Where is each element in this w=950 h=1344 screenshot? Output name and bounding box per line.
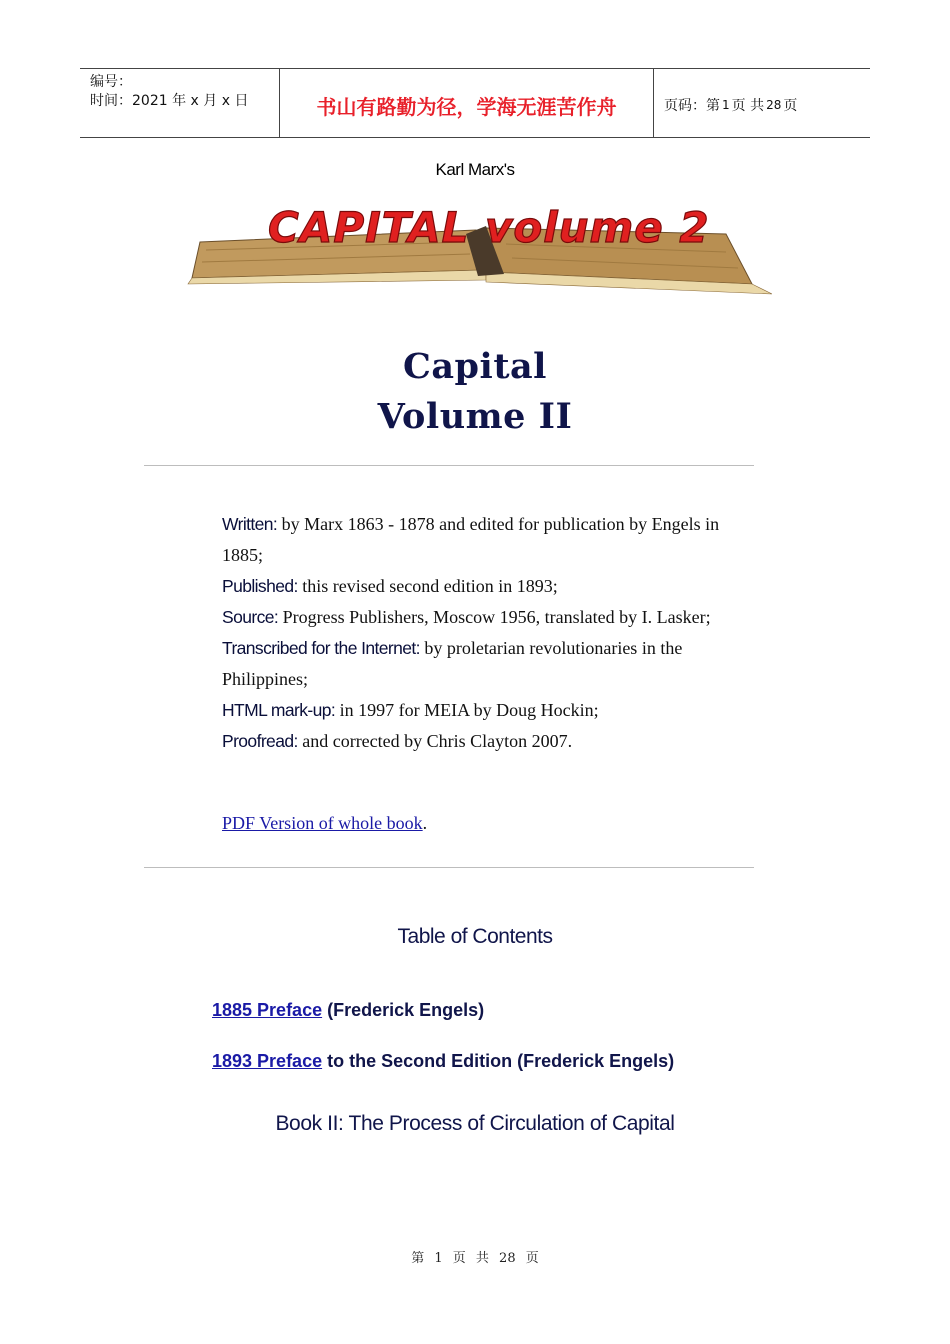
page-mid: 页 共 — [731, 98, 765, 114]
pdf-line — [222, 813, 427, 834]
info-published — [222, 571, 722, 602]
date-label: 时间：2021 年 x 月 x 日 — [90, 93, 249, 109]
toc-title: Table of Contents — [397, 925, 553, 948]
info-label: Published: — [222, 576, 298, 596]
info-markup — [222, 695, 722, 726]
info-text: in 1997 for MEIA by Doug Hockin; — [335, 700, 599, 720]
info-proofread — [222, 726, 722, 757]
pdf-period: . — [422, 813, 428, 833]
author-line: Karl Marx's — [435, 160, 515, 179]
page-suffix: 页 — [783, 98, 798, 114]
title-line-1: Capital — [403, 346, 547, 387]
info-label: HTML mark-up: — [222, 700, 336, 720]
info-written — [222, 509, 722, 571]
page-current: 1 — [722, 98, 730, 112]
info-text: by Marx 1863 - 1878 and edited for publication by Engels in 1885; — [222, 514, 720, 565]
header-meta — [80, 69, 280, 137]
page-total: 28 — [766, 98, 782, 112]
info-transcribed — [222, 633, 722, 695]
page-prefix: 页码：第 — [664, 98, 720, 114]
book-heading: Book II: The Process of Circulation of Capital — [275, 1112, 675, 1135]
info-text: this revised second edition in 1893; — [297, 576, 558, 596]
toc-item — [212, 1000, 484, 1021]
header-page-info — [654, 69, 870, 137]
banner-title: CAPITAL volume 2 — [268, 203, 710, 252]
divider-bottom — [144, 867, 754, 868]
capital-book-banner — [186, 190, 772, 296]
document-header — [80, 68, 870, 138]
number-label: 编号： — [90, 74, 132, 90]
toc-item-rest: to the Second Edition (Frederick Engels) — [322, 1051, 675, 1071]
page-footer: 第 1 页 共 28 页 — [411, 1251, 539, 1266]
info-text: by proletarian revolutionaries in the Philippines; — [222, 638, 683, 689]
toc-item — [212, 1051, 674, 1072]
info-text: and corrected by Chris Clayton 2007. — [297, 731, 573, 751]
info-label: Transcribed for the Internet: — [222, 638, 420, 658]
info-text: Progress Publishers, Moscow 1956, translated by I. Lasker; — [278, 607, 711, 627]
header-motto: 书山有路勤为径，学海无涯苦作舟 — [280, 69, 654, 137]
info-source — [222, 602, 722, 633]
info-label: Written: — [222, 514, 278, 534]
toc-item-rest: (Frederick Engels) — [322, 1000, 485, 1020]
divider-top — [144, 465, 754, 466]
info-label: Proofread: — [222, 731, 298, 751]
pdf-link[interactable]: PDF Version of whole book — [222, 813, 423, 833]
info-label: Source: — [222, 607, 279, 627]
toc-link-1893-preface[interactable]: 1893 Preface — [212, 1051, 323, 1071]
title-line-2: Volume II — [377, 396, 573, 437]
toc-link-1885-preface[interactable]: 1885 Preface — [212, 1000, 323, 1020]
publication-info — [222, 509, 722, 757]
